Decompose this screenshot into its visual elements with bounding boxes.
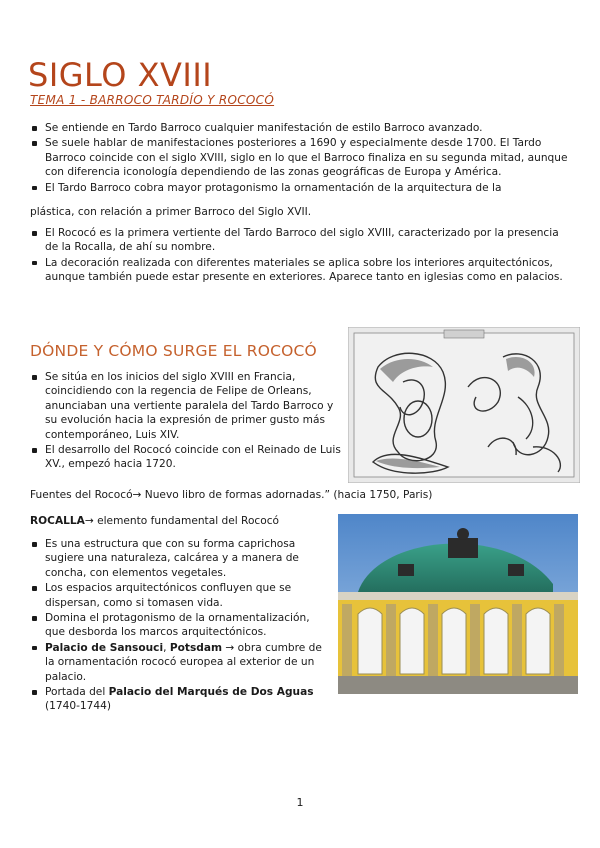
rococo-list	[30, 226, 570, 286]
rocalla-term: ROCALLA	[30, 515, 85, 527]
list-item: Es una estructura que con su forma caprichosa sugiere una naturaleza, calcárea y a manera de concha, con elementos vegetales.	[30, 537, 330, 580]
rocalla-definition	[30, 515, 330, 527]
list-item: Se suele hablar de manifestaciones posteriores a 1690 y especialmente desde 1700. El Tardo Barroco coincide con el siglo XVIII, siglo en lo que el Barroco finaliza en su segunda mitad, aunque con diferencia iconología dependiendo de las zonas geográficas de Europa y América.	[30, 136, 570, 179]
rocalla-list	[30, 537, 330, 715]
section-heading: DÓNDE Y CÓMO SURGE EL ROCOCÓ	[30, 342, 317, 360]
page-subtitle: TEMA 1 - BARROCO TARDÍO Y ROCOCÓ	[30, 93, 275, 107]
separator: ,	[163, 641, 170, 654]
palace-city: Potsdam	[169, 641, 223, 654]
list-item: El Rococó es la primera vertiente del Tardo Barroco del siglo XVIII, caracterizado por la presencia de la Rocalla, de ahí su nombre.	[30, 226, 570, 255]
origin-list	[30, 370, 346, 473]
portada-prefix: Portada del	[45, 686, 109, 699]
list-item: Los espacios arquitectónicos confluyen que se dispersan, como si tomasen vida.	[30, 581, 330, 610]
list-item: Domina el protagonismo de la ornamentalización, que desborda los marcos arquitectónicos.	[30, 611, 330, 640]
rocaille-engraving-image	[348, 327, 580, 483]
palace-marques: Palacio del Marqués de Dos Aguas	[108, 686, 314, 699]
portada-dates: (1740-1744)	[45, 700, 112, 713]
intro-list	[30, 121, 570, 196]
sources-line: Fuentes del Rococó→ Nuevo libro de formas adornadas.” (hacia 1750, Paris)	[30, 489, 433, 501]
list-item: La decoración realizada con diferentes materiales se aplica sobre los interiores arquitectónicos, aunque también puede estar presente en exteriores. Aparece tanto en iglesias como en palacios.	[30, 256, 570, 285]
sanssouci-palace-image	[338, 514, 578, 694]
list-item	[30, 641, 330, 684]
list-item: El Tardo Barroco cobra mayor protagonismo la ornamentación de la arquitectura de la	[30, 181, 570, 195]
list-item: Se sitúa en los inicios del siglo XVIII en Francia, coincidiendo con la regencia de Felipe de Orleans, anunciaban una vertiente paralela del Tardo Barroco y su evolución hacia la expresión de primer gusto más contemporáneo, Luis XIV.	[30, 370, 346, 442]
intro-continuation: plástica, con relación a primer Barroco del Siglo XVII.	[30, 206, 312, 218]
page-title: SIGLO XVIII	[28, 56, 213, 94]
page-number: 1	[296, 796, 304, 809]
list-item: Se entiende en Tardo Barroco cualquier manifestación de estilo Barroco avanzado.	[30, 121, 570, 135]
palace-name: Palacio de Sansouci	[45, 641, 164, 654]
rocalla-def-text: → elemento fundamental del Rococó	[84, 515, 280, 527]
list-item	[30, 685, 330, 714]
list-item: El desarrollo del Rococó coincide con el Reinado de Luis XV., empezó hacia 1720.	[30, 443, 346, 472]
palace-desc: → obra cumbre de la ornamentación rococó europea al exterior de un palacio.	[45, 641, 322, 683]
